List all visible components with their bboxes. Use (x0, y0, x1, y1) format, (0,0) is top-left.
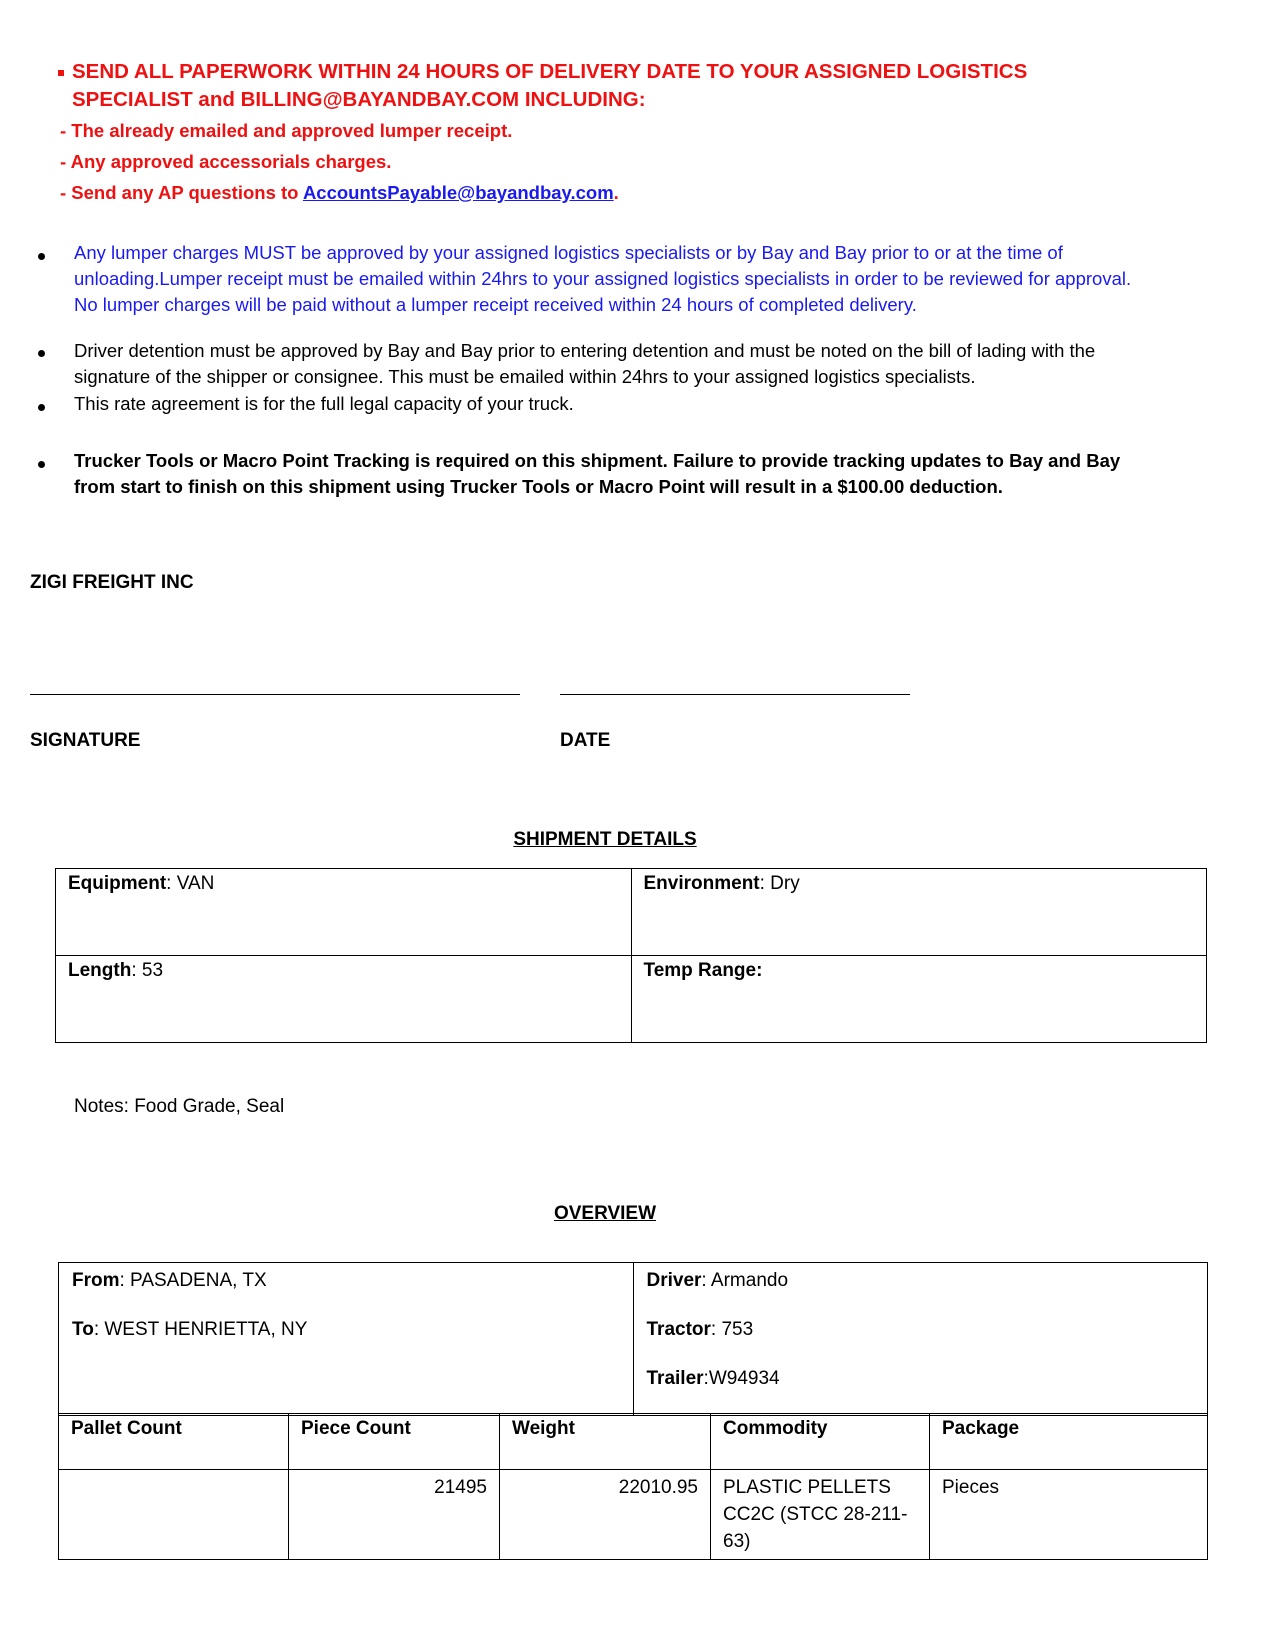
equipment-value: : VAN (166, 873, 215, 894)
square-bullet-icon (58, 70, 64, 76)
trailer-value: :W94934 (703, 1368, 780, 1389)
length-value: : 53 (131, 960, 164, 981)
paperwork-item-accessorials: - Any approved accessorials charges. (60, 151, 392, 172)
table-row (59, 1470, 1208, 1560)
to-line (72, 1317, 620, 1366)
temp-range-label: Temp Range: (643, 960, 763, 981)
header-piece-count: Piece Count (289, 1414, 500, 1470)
overview-table (58, 1262, 1208, 1416)
ap-suffix: . (613, 182, 619, 203)
environment-label: Environment (643, 873, 760, 894)
commodity-line-1: PLASTIC PELLETS (723, 1477, 891, 1498)
equipment-assignment-cell (633, 1263, 1208, 1416)
lumper-terms: Any lumper charges MUST be approved by your assigned logistics specialists or by Bay and Bay prior to or at the time of unloading.Lumper receipt must be emailed within 24hrs to your assigned logistics specialists in order to be reviewed for approval. No lumper charges will be paid without a lumper receipt received within 24 hours of completed delivery. (74, 242, 1132, 315)
piece-count-value: 21495 (289, 1470, 500, 1560)
bullet-dot-icon (38, 404, 45, 411)
header-weight: Weight (500, 1414, 711, 1470)
notes: Notes: Food Grade, Seal (74, 1096, 285, 1117)
from-line (72, 1268, 620, 1317)
weight-value: 22010.95 (500, 1470, 711, 1560)
trailer-label: Trailer (646, 1368, 704, 1389)
commodity-line-3: 63) (723, 1531, 751, 1552)
signature-label: SIGNATURE (30, 730, 141, 751)
route-cell (59, 1263, 634, 1416)
tracking-terms: Trucker Tools or Macro Point Tracking is required on this shipment. Failure to provide tracking updates to Bay and Bay from start to finish on this shipment using Trucker Tools or Macro Point will result in a $100.00 deduction. (74, 450, 1121, 497)
to-value: : WEST HENRIETTA, NY (93, 1319, 308, 1340)
tractor-label: Tractor (646, 1319, 711, 1340)
environment-value: : Dry (759, 873, 800, 894)
paperwork-headline: SEND ALL PAPERWORK WITHIN 24 HOURS OF DELIVERY DATE TO YOUR ASSIGNED LOGISTICS SPECIALIST and BILLING@BAYANDBAY.COM INCLUDING: (72, 60, 1028, 111)
ap-prefix: - Send any AP questions to (60, 182, 303, 203)
to-label: To (72, 1319, 94, 1340)
cargo-table (58, 1413, 1208, 1560)
paperwork-item-lumper: - The already emailed and approved lumper receipt. (60, 120, 513, 141)
equipment-cell (56, 869, 632, 956)
date-label: DATE (560, 730, 611, 751)
temp-range-cell (631, 956, 1207, 1043)
detention-terms: Driver detention must be approved by Bay and Bay prior to entering detention and must be noted on the bill of lading with the signature of the shipper or consignee. This must be emailed within 24hrs to your assigned logistics specialists. (74, 340, 1096, 387)
header-pallet-count: Pallet Count (59, 1414, 289, 1470)
from-label: From (72, 1270, 120, 1291)
bullet-dot-icon (38, 461, 45, 468)
signature-line[interactable] (30, 694, 520, 695)
environment-cell (631, 869, 1207, 956)
tractor-value: : 753 (710, 1319, 754, 1340)
pallet-count-value (59, 1470, 289, 1560)
ap-email-link[interactable]: AccountsPayable@bayandbay.com (302, 182, 614, 203)
bullet-dot-icon (38, 350, 45, 357)
length-cell (56, 956, 632, 1043)
length-label: Length (68, 960, 132, 981)
shipment-details-title: SHIPMENT DETAILS (513, 829, 697, 850)
bullet-dot-icon (38, 253, 45, 260)
tractor-line (647, 1317, 1195, 1366)
shipment-details-table (55, 868, 1207, 1043)
header-package: Package (930, 1414, 1208, 1470)
date-line[interactable] (560, 694, 910, 695)
overview-title: OVERVIEW (553, 1203, 657, 1224)
commodity-value (711, 1470, 930, 1560)
capacity-terms: This rate agreement is for the full legal capacity of your truck. (74, 393, 574, 414)
from-value: : PASADENA, TX (119, 1270, 267, 1291)
driver-value: : Armando (701, 1270, 789, 1291)
equipment-label: Equipment (68, 873, 167, 894)
commodity-line-2: CC2C (STCC 28-211- (723, 1504, 908, 1525)
driver-label: Driver (646, 1270, 702, 1291)
driver-line (647, 1268, 1195, 1317)
cargo-header-row (59, 1414, 1208, 1470)
paperwork-item-ap (60, 181, 619, 205)
package-value: Pieces (930, 1470, 1208, 1560)
carrier-name: ZIGI FREIGHT INC (30, 572, 194, 593)
trailer-line (647, 1366, 1195, 1392)
header-commodity: Commodity (711, 1414, 930, 1470)
